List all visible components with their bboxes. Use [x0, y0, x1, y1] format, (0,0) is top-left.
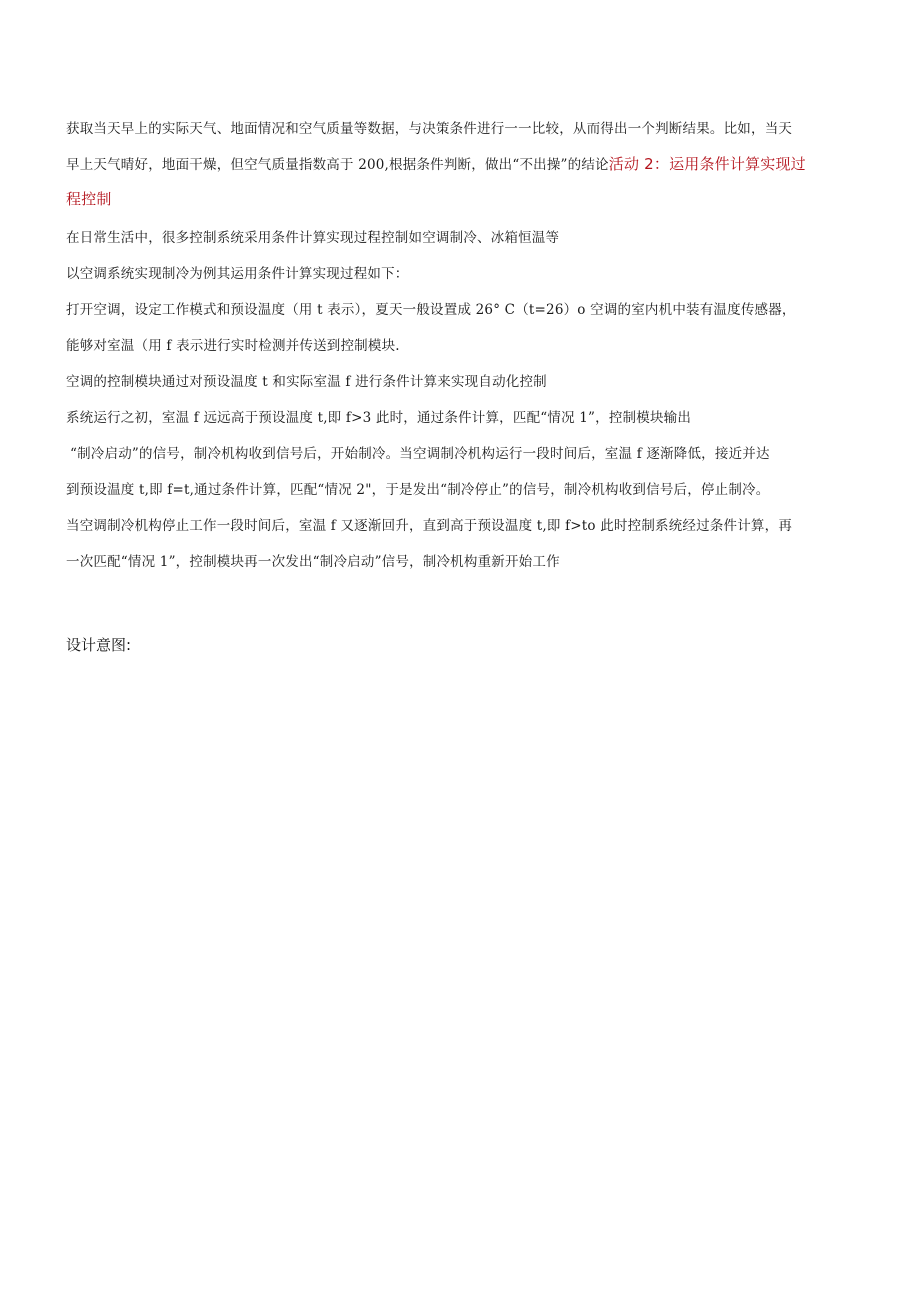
paragraph-5: 空调的控制模块通过对预设温度 t 和实际室温 f 进行条件计算来实现自动化控制: [66, 374, 547, 390]
paragraph-6-line-3: 到预设温度 t,即 f=t,通过条件计算，匹配“情况 2"，于是发出“制冷停止”的信号，制冷机构收到信号后，停止制冷。: [66, 482, 770, 498]
activity-2-title-continued: [66, 188, 856, 209]
activity-2-title: 活动 2：运用条件计算实现过: [608, 155, 806, 173]
paragraph-1-line-2-text: 早上天气晴好，地面干燥，但空气质量指数高于 200,根据条件判断，做出“不出操”的结论: [66, 157, 609, 173]
paragraph-1-line-1: 获取当天早上的实际天气、地面情况和空气质量等数据，与决策条件进行一一比较，从而得出一个判断结果。比如，当天: [66, 121, 793, 137]
paragraph-1-line-2: [66, 153, 856, 174]
paragraph-7-line-2: 一次匹配“情况 1”，控制模块再一次发出“制冷启动”信号，制冷机构重新开始工作: [66, 554, 560, 570]
activity-2-title-end: 程控制: [66, 190, 112, 208]
paragraph-4-line-2: 能够对室温（用 f 表示进行实时检测并传送到控制模块.: [66, 338, 400, 354]
paragraph-6-line-1: 系统运行之初，室温 f 远远高于预设温度 t,即 f>3 此时，通过条件计算，匹配“情况 1”，控制模块输出: [66, 410, 692, 426]
design-intent-heading: 设计意图:: [66, 636, 132, 654]
paragraph-4-line-1: 打开空调，设定工作模式和预设温度（用 t 表示），夏天一般设置成 26° C（t=26）o 空调的室内机中装有温度传感器，: [66, 302, 796, 318]
paragraph-7-line-1: 当空调制冷机构停止工作一段时间后，室温 f 又逐渐回升，直到高于预设温度 t,即 f>to 此时控制系统经过条件计算，再: [66, 518, 793, 534]
paragraph-2: 在日常生活中，很多控制系统采用条件计算实现过程控制如空调制冷、冰箱恒温等: [66, 230, 560, 246]
paragraph-6-line-2: “制冷启动”的信号，制冷机构收到信号后，开始制冷。当空调制冷机构运行一段时间后，室温 f 逐渐降低，接近并达: [70, 446, 770, 462]
paragraph-3: 以空调系统实现制冷为例其运用条件计算实现过程如下：: [66, 266, 409, 282]
